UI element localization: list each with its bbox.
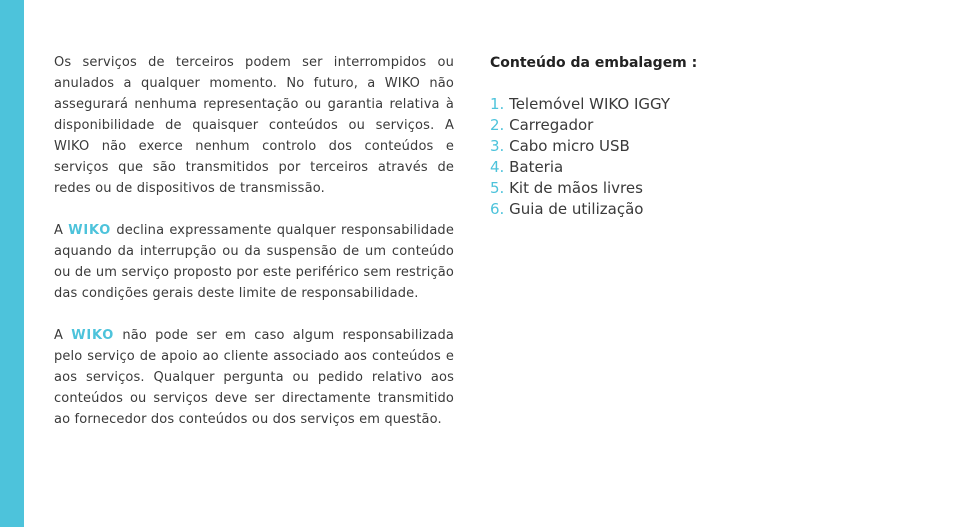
list-item-number: 2.	[490, 116, 505, 134]
list-item	[490, 94, 910, 115]
list-item-number: 6.	[490, 200, 505, 218]
brand-name: WIKO	[71, 328, 115, 343]
paragraph-2-prefix: A	[54, 223, 64, 238]
list-item-number: 1.	[490, 95, 505, 113]
list-item	[490, 178, 910, 199]
list-item	[490, 199, 910, 220]
package-contents-list	[490, 94, 910, 220]
list-item-label: Kit de mãos livres	[509, 179, 643, 197]
disclaimer-paragraph-2	[54, 220, 454, 304]
package-contents-title: Conteúdo da embalagem :	[490, 55, 698, 71]
paragraph-3-prefix: A	[54, 328, 64, 343]
list-item	[490, 115, 910, 136]
list-item-number: 5.	[490, 179, 505, 197]
list-item-label: Bateria	[509, 158, 564, 176]
paragraph-2-text: declina expressamente qualquer responsabilidade aquando da interrupção ou da suspensão de um conteúdo ou de um serviço proposto por este periférico sem restrição das condições gerais deste limite de responsabilidade.	[54, 223, 454, 301]
disclaimer-paragraph-1: Os serviços de terceiros podem ser interrompidos ou anulados a qualquer momento. No futuro, a WIKO não assegurará nenhuma representação ou garantia relativa à disponibilidade de quaisquer conteúdos ou serviços. A WIKO não exerce nenhum controlo dos conteúdos e serviços que são transmitidos por terceiros através de redes ou de dispositivos de transmissão.	[54, 55, 454, 196]
side-accent-bar	[0, 0, 24, 527]
list-item	[490, 136, 910, 157]
list-item-label: Guia de utilização	[509, 200, 644, 218]
list-item-number: 3.	[490, 137, 505, 155]
brand-name: WIKO	[68, 223, 112, 238]
list-item-label: Carregador	[509, 116, 594, 134]
disclaimer-column	[54, 52, 454, 430]
list-item-number: 4.	[490, 158, 505, 176]
disclaimer-paragraph-3	[54, 325, 454, 430]
list-item-label: Cabo micro USB	[509, 137, 630, 155]
paragraph-3-text: não pode ser em caso algum responsabilizada pelo serviço de apoio ao cliente associado aos conteúdos e aos serviços. Qualquer pergunta ou pedido relativo aos conteúdos ou serviços deve ser directamente transmitido ao fornecedor dos conteúdos ou dos serviços em questão.	[54, 328, 454, 427]
package-contents-column	[490, 52, 910, 220]
list-item	[490, 157, 910, 178]
list-item-label: Telemóvel WIKO IGGY	[509, 95, 671, 113]
